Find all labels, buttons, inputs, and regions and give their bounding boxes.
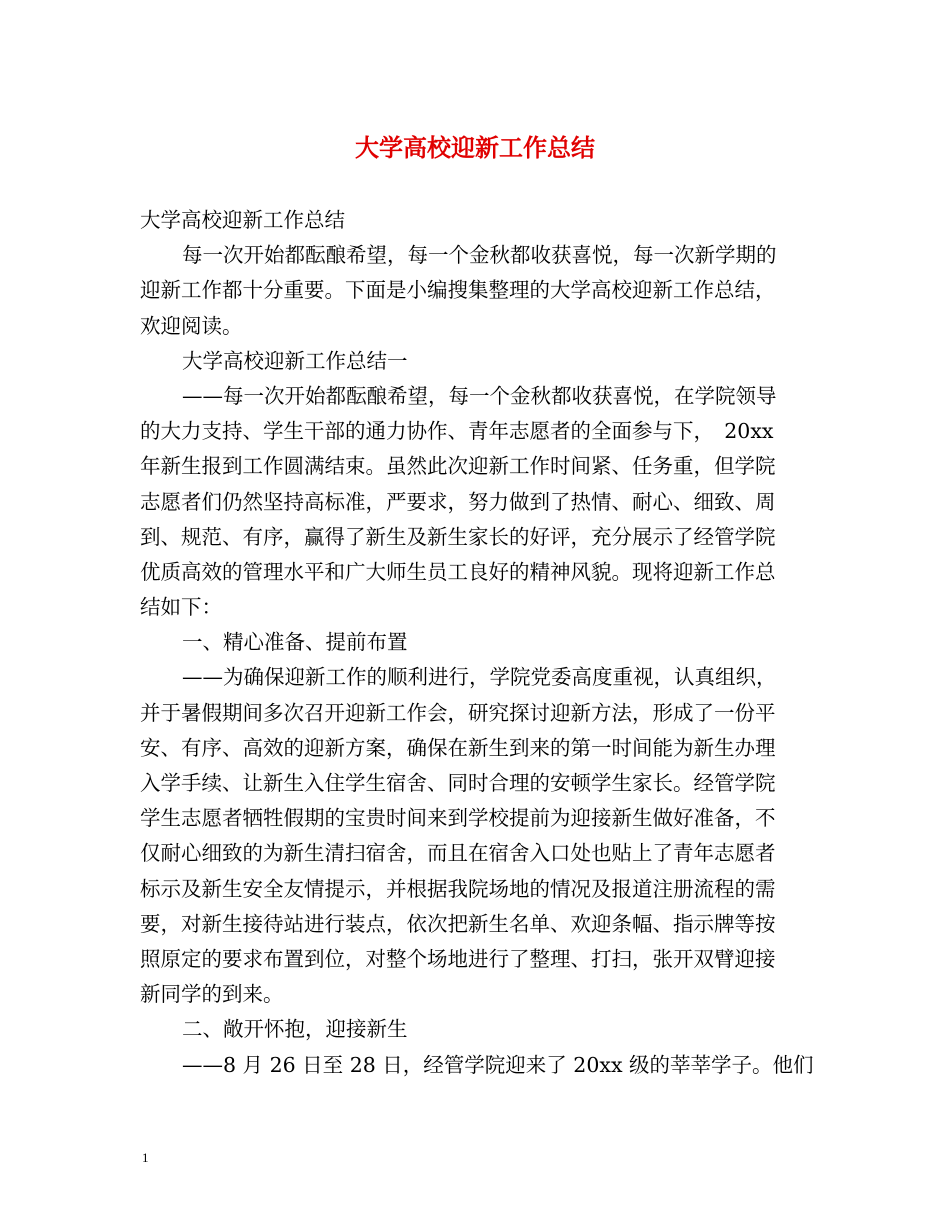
paragraph-line: 每一次开始都酝酿希望，每一个金秋都收获喜悦，每一次新学期的 [182,243,777,268]
paragraph-line: ——为确保迎新工作的顺利进行，学院党委高度重视，认真组织， [182,665,777,690]
paragraph-line: 并于暑假期间多次召开迎新工作会，研究探讨迎新方法，形成了一份平 [140,700,776,725]
document-title: 大学高校迎新工作总结 [355,133,595,162]
paragraph-line: 照原定的要求布置到位，对整个场地进行了整理、打扫，张开双臂迎接 [140,946,776,971]
paragraph-line: 要，对新生接待站进行装点，依次把新生名单、欢迎条幅、指示牌等按 [140,911,776,936]
paragraph-line: 标示及新生安全友情提示，并根据我院场地的情况及报道注册流程的需 [140,876,776,901]
paragraph-line: 仅耐心细致的为新生清扫宿舍，而且在宿舍入口处也贴上了青年志愿者 [140,841,776,866]
document-body [140,203,812,1083]
page-number: 1 [142,1150,149,1165]
paragraph-line: ——8 月 26 日至 28 日，经管学院迎来了 20xx 级的莘莘学子。他们 [182,1052,814,1077]
paragraph-line: 大学高校迎新工作总结 [140,208,345,232]
paragraph-line: 安、有序、高效的迎新方案，确保在新生到来的第一时间能为新生办理 [140,735,776,760]
paragraph-line: 二、敞开怀抱，迎接新生 [182,1017,408,1042]
paragraph-line: 一、精心准备、提前布置 [182,630,408,655]
paragraph-line: 新同学的到来。 [140,982,284,1007]
paragraph-line: 大学高校迎新工作总结一 [182,348,408,373]
paragraph-line: 的大力支持、学生干部的通力协作、青年志愿者的全面参与下， 20xx [140,419,774,444]
paragraph-line: 欢迎阅读。 [140,313,243,338]
paragraph-line: 入学手续、让新生入住学生宿舍、同时合理的安顿学生家长。经管学院 [140,771,776,795]
paragraph-line: 优质高效的管理水平和广大师生员工良好的精神风貌。现将迎新工作总 [140,559,776,584]
paragraph-line: 学生志愿者牺牲假期的宝贵时间来到学校提前为迎接新生做好准备，不 [140,806,776,831]
paragraph-line: 结如下： [140,595,222,620]
paragraph-line: ——每一次开始都酝酿希望，每一个金秋都收获喜悦，在学院领导 [182,383,777,408]
paragraph-line: 到、规范、有序，赢得了新生及新生家长的好评，充分展示了经管学院 [140,524,776,549]
paragraph-line: 迎新工作都十分重要。下面是小编搜集整理的大学高校迎新工作总结， [140,278,776,303]
paragraph-line: 志愿者们仍然坚持高标准，严要求，努力做到了热情、耐心、细致、周 [140,489,776,514]
paragraph-line: 年新生报到工作圆满结束。虽然此次迎新工作时间紧、任务重，但学院 [140,454,776,479]
